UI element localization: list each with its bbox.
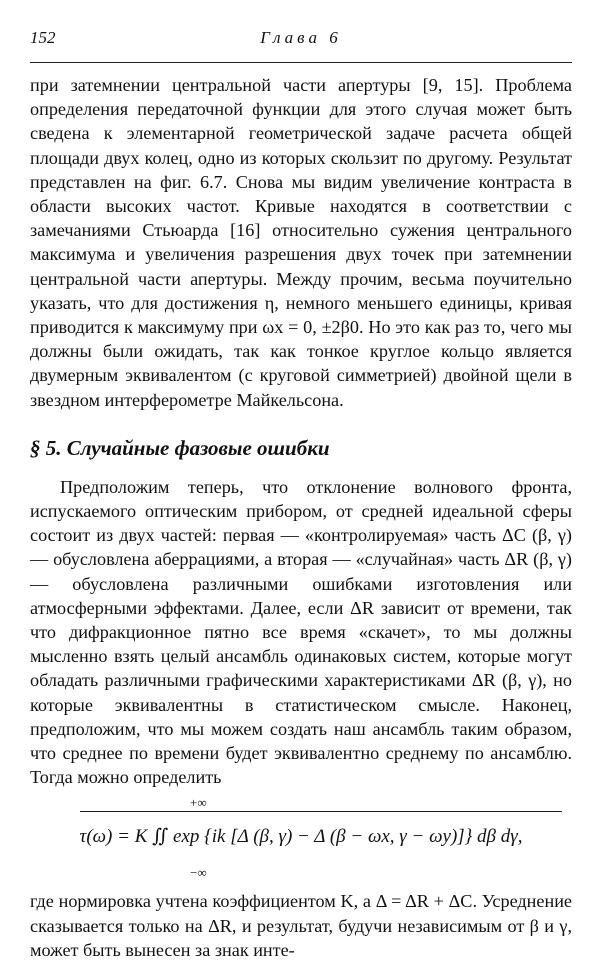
formula-block — [30, 795, 572, 887]
section-title: Случайные фазовые ошибки — [66, 435, 330, 460]
running-header — [30, 26, 572, 56]
paragraph-3: где нормировка учтена коэффициентом K, а Δ = ΔR + ΔC. Усреднение сказывается только на ΔR, и результат, будучи независимым от β и γ, может быть вынесен за знак инте- — [30, 891, 572, 960]
formula-overline — [80, 811, 562, 812]
paragraph-1: при затемнении центральной части апертуры [9, 15]. Проблема определения передаточной функции для этого случая может быть сведена к элементарной геометрической задаче расчета общей площади двух колец, одно из которых скользит по другому. Результат представлен на фиг. 6.7. Снова мы видим увеличение контраста в области высоких частот. Кривые находятся в соответствии с замечаниями Стьюарда [16] относительно сужения центрального максимума и увеличения разрешения двух точек при затемнении центральной части апертуры. Между прочим, весьма поучительно указать, что для достижения η, немного меньшего единицы, кривая приводится к максимуму при ωx = 0, ±2β0. Но это как раз то, чего мы должны были ожидать, так как тонкое круглое кольцо является двумерным эквивалентом (с круговой симметрией) двойной щели в звездном интерферометре Майкельсона. — [30, 75, 572, 410]
integral-lower-limit: −∞ — [190, 865, 207, 881]
formula-expression: τ(ω) = K ∬ exp {ik [Δ (β, γ) − Δ (β − ωx, γ − ωy)]} dβ dγ, — [79, 826, 523, 848]
integral-upper-limit: +∞ — [190, 795, 207, 811]
page-number: 152 — [30, 28, 56, 47]
section-number: § 5. — [30, 435, 62, 460]
header-rule — [30, 62, 572, 63]
chapter-title: Глава 6 — [260, 28, 342, 47]
paragraph-2: Предположим теперь, что отклонение волнового фронта, испускаемого оптическим прибором, от средней идеальной сферы состоит из двух частей: первая — «контролируемая» часть ΔC (β, γ) — обусловлена аберрациями, а вторая — «случайная» часть ΔR (β, γ) — обусловлена различными ошибками изготовления или атмосферными эффектами. Далее, если ΔR зависит от времени, так что дифракционное пятно все время «скачет», то мы должны мысленно взять целый ансамбль одинаковых систем, которые могут обладать различными графическими характеристиками ΔR (β, γ), но которые эквивалентны в статистическом смысле. Наконец, предположим, что мы можем создать наш ансамбль таким образом, что среднее по времени будет эквивалентно среднему по ансамблю. Тогда можно определить — [30, 476, 572, 788]
section-heading — [30, 436, 572, 461]
